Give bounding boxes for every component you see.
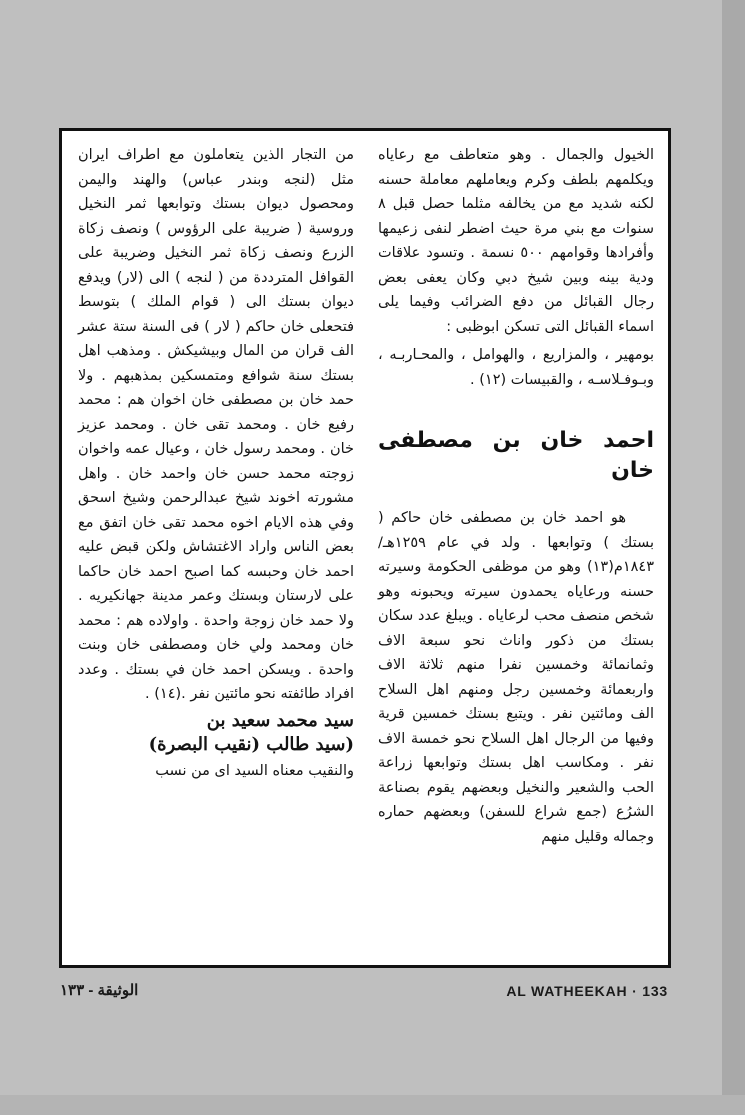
heading-line-1: سيد محمد سعيد بن	[206, 709, 354, 731]
heading-line-2: (سيد طالب (نقيب البصرة)	[148, 733, 354, 755]
section-heading-ahmad-khan: احمد خان بن مصطفى خان	[378, 428, 654, 483]
right-column	[378, 143, 654, 849]
left-paragraph-last: والنقيب معناه السيد اى من نسب	[155, 762, 354, 779]
footer-latin-page-number: AL WATHEEKAH · 133	[506, 983, 668, 999]
right-paragraph-intro: الخيول والجمال . وهو متعاطف مع رعاياه ويكلمهم بلطف وكرم ويعاملهم معاملة حسنه لكنه شديد مع من يخالفه مثلما حصل قبل ٨ سنوات مع بني مرة حيث اضطر لنفى زعيمها وأفرادها وقوامهم ٥٠٠ نسمة . وتسود علاقات ودية بينه وبين شيخ دبي وكان يعفى بعض رجال القبائل من دفع الضرائب وفيما يلى اسماء القبائل التى تسكن ابوظبى :	[378, 147, 654, 335]
scan-shadow-bottom	[0, 1095, 745, 1115]
right-paragraph-body: هو احمد خان بن مصطفى خان حاكم ( بستك ) وتوابعها . ولد في عام ١٢٥٩هـ/١٨٤٣م(١٣) وهو من موظفى الحكومة وسيرته حسنه ورعاياه يحمدون سيرته ويحبونه وهو شخص منصف محب لرعاياه . ويبلغ عدد سكان بستك من ذكور واناث نحو سبعة الاف وثمانمائة وخمسين نفرا منهم ثلاثة الاف واربعمائة وخمسين رجل ومنهم اهل السلاح الف ومائتين نفر . ويتبع بستك خمسين قرية وفيها من الرجال اهل السلاح نحو خمسة الاف نفر . ومكاسب اهل بستك وتوابعها زراعة الحب والشعير والنخيل وبعضهم يقوم بصناعة الشرُع (جمع شراع للسفن) وبعضهم حماره وجماله وقليل منهم	[378, 510, 654, 845]
tribes-list	[378, 343, 654, 392]
scan-shadow-right	[722, 0, 745, 1115]
tribes-names: بومهير ، والمزاريع ، والهوامل ، والمحـاربـه ، وبـوفـلاسـه ، والقبيسات	[378, 347, 654, 388]
tribes-footnote: (١٢) .	[470, 371, 507, 388]
page-frame	[59, 128, 671, 968]
section-heading-sayyid-muhammad	[78, 709, 354, 757]
left-column	[78, 143, 354, 783]
left-paragraph-main: من التجار الذين يتعاملون مع اطراف ايران مثل (لنجه وبندر عباس) والهند واليمن ومحصول ديوان بستك وتوابعها ثمر النخيل وروسية ( ضريبة على الرؤوس ) ونصف زكاة الزرع ونصف زكاة ثمر النخيل وضريبة على القوافل المترددة من ( لنجه ) الى (لار) ويدفع ديوان بستك الى ( قوام الملك ) بتوسط فتحعلى خان حاكم ( لار ) فى السنة ستة عشر الف قران من المال وبيشيكش . ومذهب اهل بستك سنة شوافع ومتمسكين بمذهبهم . ولا حمد خان بن مصطفى خان اخوان هم : محمد رفيع خان . ومحمد تقى خان . ومحمد عزيز خان . ومحمد رسول خان ، وعيال عمه واخوان زوجته محمد حسن خان واحمد خان . واهل مشورته اخوند شيخ عبدالرحمن وشيخ اسحق وفي هذه الايام اخوه محمد تقى خان اتفق مع بعض الناس واراد الاغتشاش ولكن قبض عليه احمد خان وحبسه كما اصبح احمد خان حاكما على لارستان وبستك وعمر مدينة جهانكيريه . ولا حمد خان زوجة واحدة . واولاده هم : محمد خان ومحمد ولي خان ومصطفى خان وبنت واحدة . ويسكن احمد خان في بستك . وعدد افراد طائفته نحو مائتين نفر .(١٤) .	[78, 147, 354, 702]
footer-arabic-page-number: الوثيقة - ١٣٣	[60, 982, 139, 999]
